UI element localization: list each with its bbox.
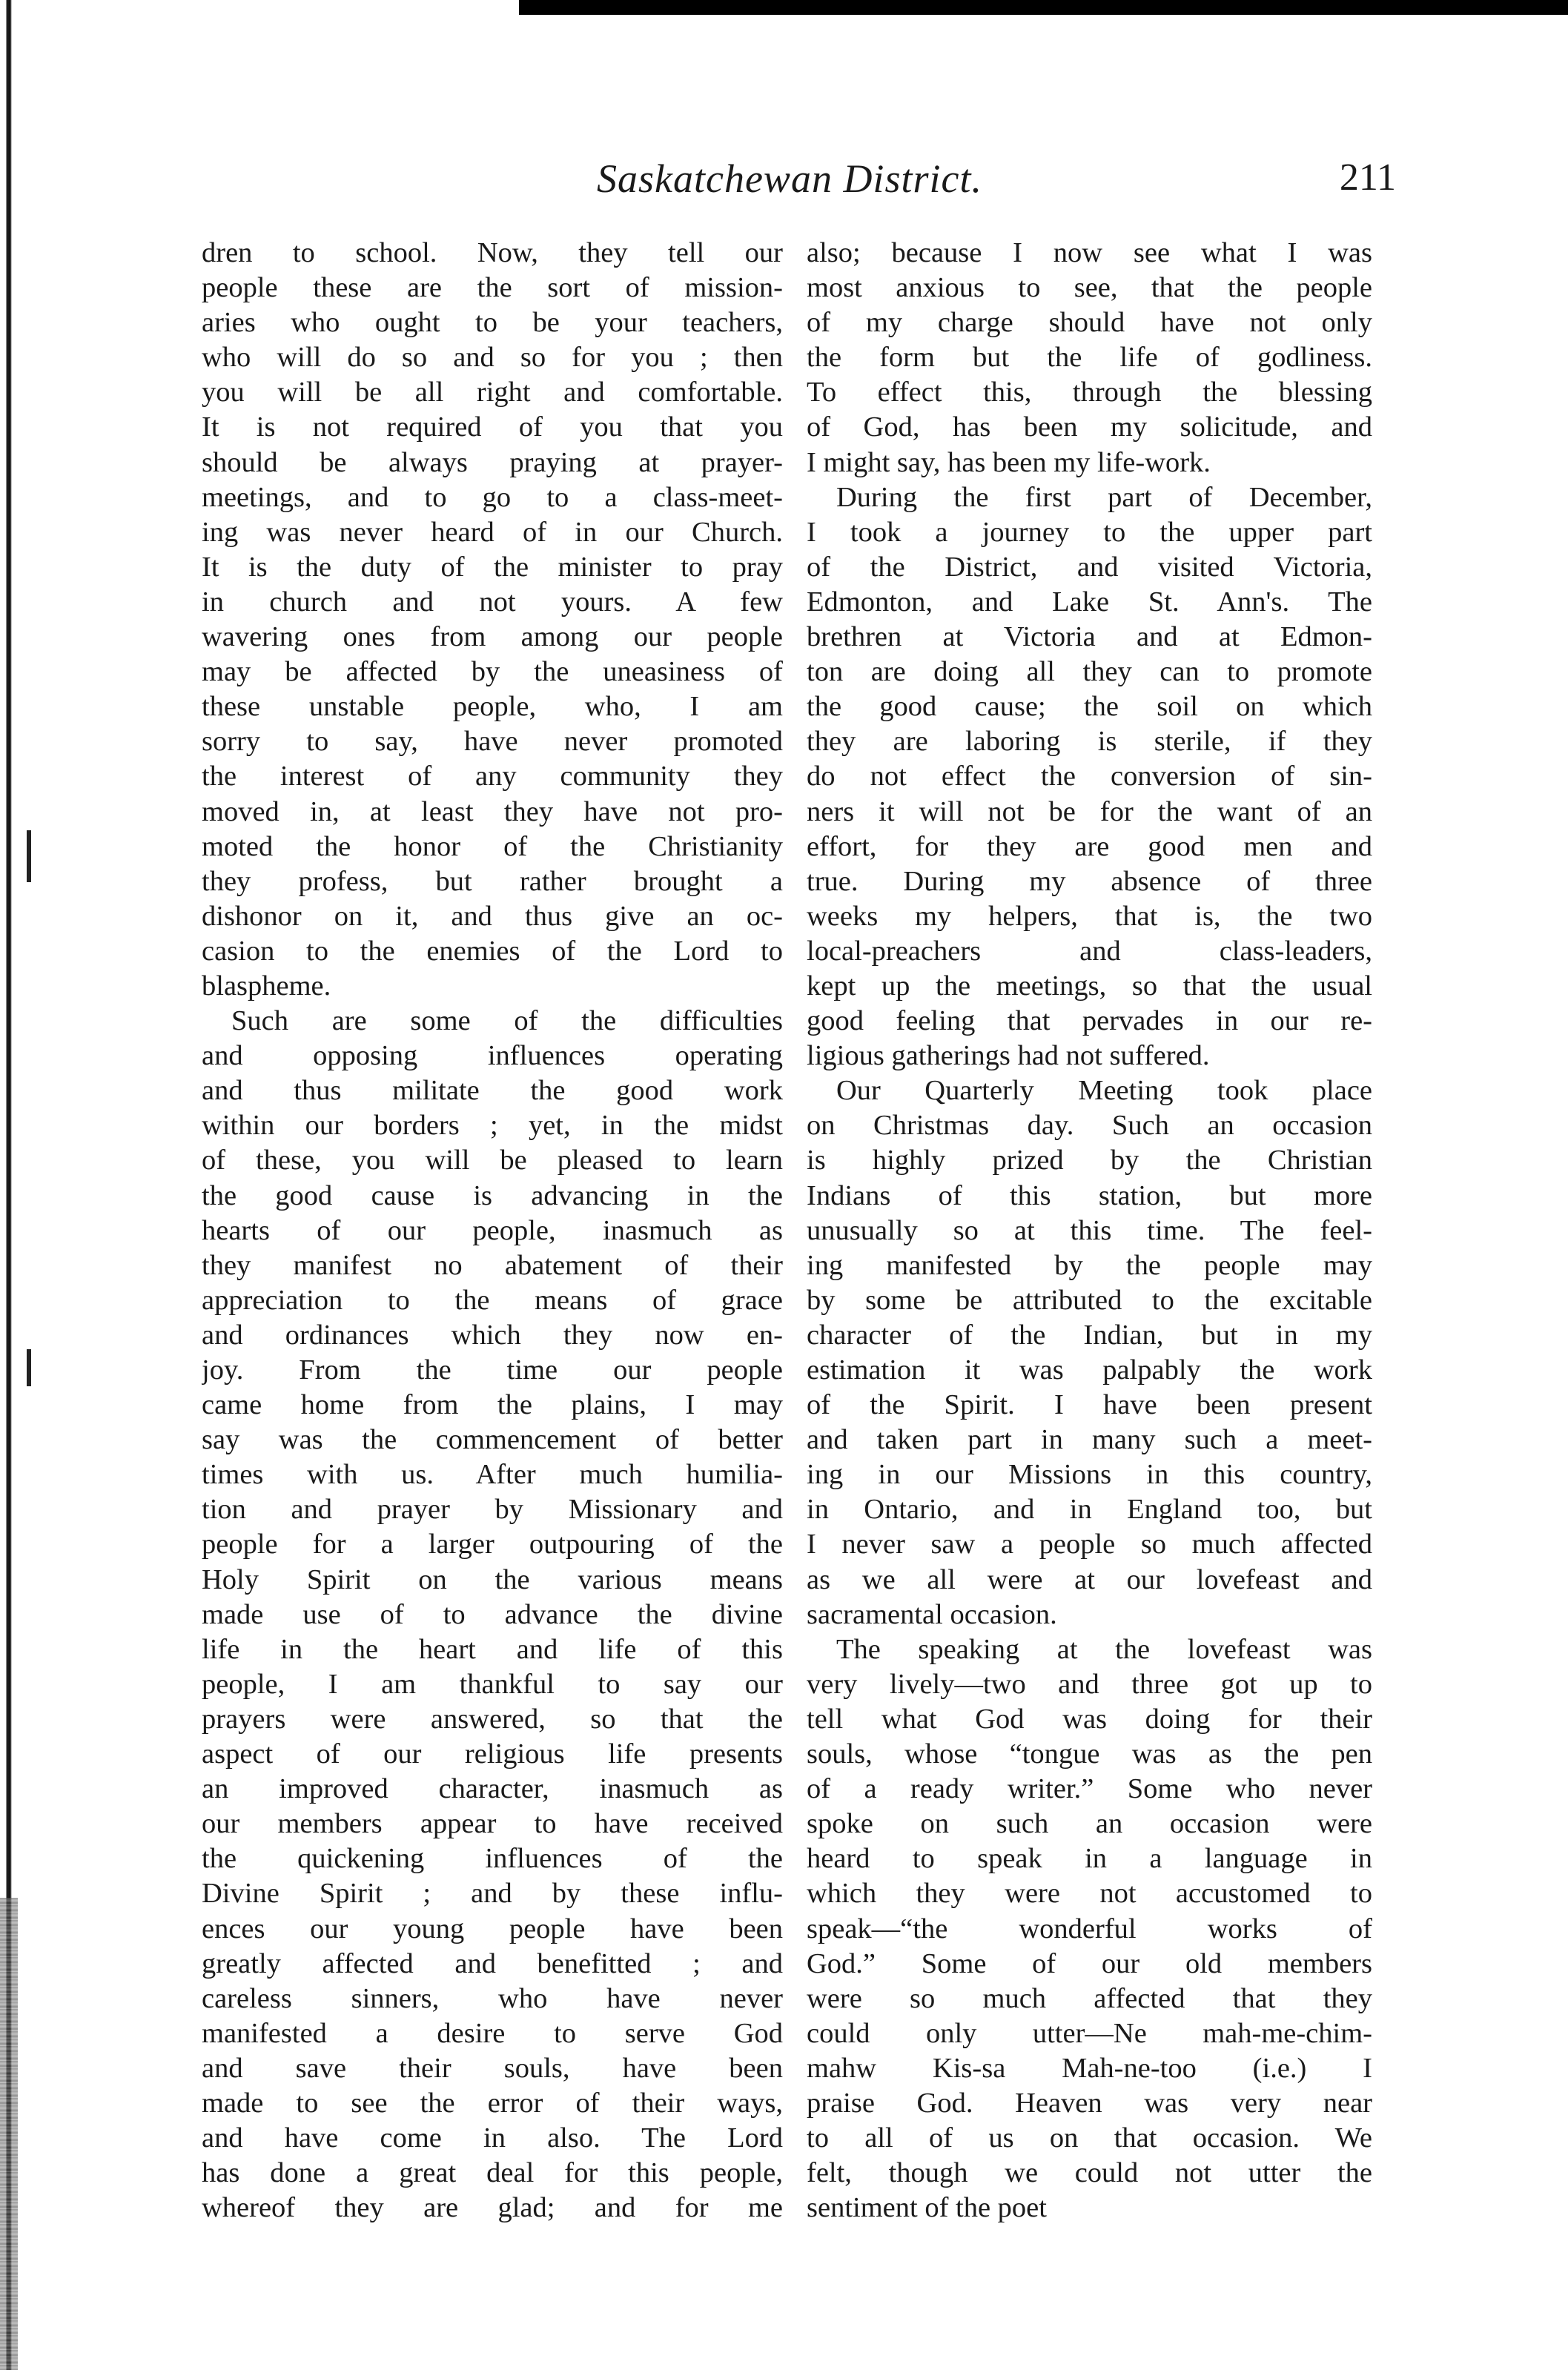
text-line: of a ready writer.” Some who never	[807, 1773, 1372, 1805]
text-line: ners it will not be for the want of an	[807, 795, 1372, 827]
text-line: It is not required of you that you	[202, 411, 783, 443]
text-line: of my charge should have not only	[807, 307, 1372, 339]
text-line: also; because I now see what I was	[807, 237, 1372, 268]
text-line: should be always praying at prayer-	[202, 446, 783, 478]
text-line: our members appear to have received	[202, 1808, 783, 1840]
text-line: sorry to say, have never promoted	[202, 726, 783, 758]
text-line: appreciation to the means of grace	[202, 1284, 783, 1316]
text-line: they are laboring is sterile, if they	[807, 726, 1372, 758]
text-line: Holy Spirit on the various means	[202, 1563, 783, 1595]
text-line: came home from the plains, I may	[202, 1389, 783, 1421]
text-line: tell what God was doing for their	[807, 1703, 1372, 1735]
text-line: very lively—two and three got up to	[807, 1668, 1372, 1700]
text-line: moved in, at least they have not pro-	[202, 795, 783, 827]
text-line: estimation it was palpably the work	[807, 1354, 1372, 1386]
text-line: heard to speak in a language in	[807, 1843, 1372, 1875]
text-line: most anxious to see, that the people	[807, 272, 1372, 304]
text-line: were so much affected that they	[807, 1982, 1372, 2014]
text-line: of these, you will be pleased to learn	[202, 1145, 783, 1176]
binding-edge	[0, 1898, 18, 2370]
text-line: ton are doing all they can to promote	[807, 656, 1372, 688]
text-line: manifested a desire to serve God	[202, 2017, 783, 2049]
text-line: could only utter—Ne mah-me-chim-	[807, 2017, 1372, 2049]
text-line: true. During my absence of three	[807, 865, 1372, 897]
text-line: I might say, has been my life-work.	[807, 446, 1211, 478]
text-line: spoke on such an occasion were	[807, 1808, 1372, 1840]
text-line: sentiment of the poet	[807, 2192, 1047, 2224]
text-line: During the first part of December,	[836, 481, 1372, 513]
text-line: Indians of this station, but more	[807, 1179, 1372, 1211]
text-line: brethren at Victoria and at Edmon-	[807, 621, 1372, 653]
text-line: weeks my helpers, that is, the two	[807, 900, 1372, 932]
text-line: say was the commencement of better	[202, 1424, 783, 1456]
text-line: and thus militate the good work	[202, 1075, 783, 1107]
text-line: joy. From the time our people	[202, 1354, 783, 1386]
text-line: wavering ones from among our people	[202, 621, 783, 653]
text-line: and have come in also. The Lord	[202, 2122, 783, 2154]
text-line: praise God. Heaven was very near	[807, 2087, 1372, 2119]
text-line: on Christmas day. Such an occasion	[807, 1110, 1372, 1142]
text-line: in church and not yours. A few	[202, 586, 783, 618]
text-line: kept up the meetings, so that the usual	[807, 970, 1372, 1002]
text-line: and ordinances which they now en-	[202, 1319, 783, 1351]
margin-mark	[27, 1349, 31, 1386]
text-line: is highly prized by the Christian	[807, 1145, 1372, 1176]
text-line: by some be attributed to the excitable	[807, 1284, 1372, 1316]
text-line: which they were not accustomed to	[807, 1878, 1372, 1910]
text-line: made to see the error of their ways,	[202, 2087, 783, 2119]
text-line: meetings, and to go to a class-meet-	[202, 481, 783, 513]
text-line: of the District, and visited Victoria,	[807, 551, 1372, 583]
text-line: ligious gatherings had not suffered.	[807, 1040, 1210, 1072]
text-line: prayers were answered, so that the	[202, 1703, 783, 1735]
text-line: as we all were at our lovefeast and	[807, 1563, 1372, 1595]
text-line: aspect of our religious life presents	[202, 1738, 783, 1770]
text-line: mahw Kis-sa Mah-ne-too (i.e.) I	[807, 2052, 1372, 2084]
text-line: the interest of any community they	[202, 761, 783, 792]
text-line: casion to the enemies of the Lord to	[202, 935, 783, 967]
text-line: effort, for they are good men and	[807, 830, 1372, 862]
text-line: felt, though we could not utter the	[807, 2157, 1372, 2189]
text-line: ences our young people have been	[202, 1913, 783, 1944]
text-line: aries who ought to be your teachers,	[202, 307, 783, 339]
text-line: life in the heart and life of this	[202, 1633, 783, 1665]
text-line: people these are the sort of mission-	[202, 272, 783, 304]
text-line: in Ontario, and in England too, but	[807, 1494, 1372, 1526]
text-line: Our Quarterly Meeting took place	[836, 1075, 1372, 1107]
left-text-column	[202, 236, 783, 2225]
text-line: the form but the life of godliness.	[807, 342, 1372, 374]
text-line: the quickening influences of the	[202, 1843, 783, 1875]
text-line: made use of to advance the divine	[202, 1598, 783, 1630]
text-line: an improved character, inasmuch as	[202, 1773, 783, 1805]
page-number: 211	[1339, 156, 1396, 199]
text-line: the good cause is advancing in the	[202, 1179, 783, 1211]
text-line: of God, has been my solicitude, and	[807, 411, 1372, 443]
text-line: and save their souls, have been	[202, 2052, 783, 2084]
text-line: the good cause; the soil on which	[807, 691, 1372, 723]
text-line: people, I am thankful to say our	[202, 1668, 783, 1700]
text-line: greatly affected and benefitted ; and	[202, 1947, 783, 1979]
text-line: of the Spirit. I have been present	[807, 1389, 1372, 1421]
text-line: who will do so and so for you ; then	[202, 342, 783, 374]
text-line: dishonor on it, and thus give an oc-	[202, 900, 783, 932]
text-line: you will be all right and comfortable.	[202, 377, 783, 408]
text-line: tion and prayer by Missionary and	[202, 1494, 783, 1526]
text-line: The speaking at the lovefeast was	[836, 1633, 1372, 1665]
top-rule	[519, 0, 1568, 15]
text-line: Edmonton, and Lake St. Ann's. The	[807, 586, 1372, 618]
text-line: they profess, but rather brought a	[202, 865, 783, 897]
text-line: souls, whose “tongue was as the pen	[807, 1738, 1372, 1770]
text-line: speak—“the wonderful works of	[807, 1913, 1372, 1944]
text-line: hearts of our people, inasmuch as	[202, 1214, 783, 1246]
text-line: ing was never heard of in our Church.	[202, 516, 783, 548]
text-line: they manifest no abatement of their	[202, 1249, 783, 1281]
text-line: I took a journey to the upper part	[807, 516, 1372, 548]
text-line: God.” Some of our old members	[807, 1947, 1372, 1979]
text-line: I never saw a people so much affected	[807, 1529, 1372, 1560]
margin-mark	[27, 830, 31, 882]
running-head: Saskatchewan District.	[597, 156, 982, 201]
text-line: To effect this, through the blessing	[807, 377, 1372, 408]
text-line: moted the honor of the Christianity	[202, 830, 783, 862]
text-line: sacramental occasion.	[807, 1598, 1057, 1630]
right-text-column	[807, 236, 1372, 2225]
text-line: may be affected by the uneasiness of	[202, 656, 783, 688]
text-line: people for a larger outpouring of the	[202, 1529, 783, 1560]
text-line: dren to school. Now, they tell our	[202, 237, 783, 268]
text-line: Such are some of the difficulties	[231, 1005, 783, 1037]
text-line: has done a great deal for this people,	[202, 2157, 783, 2189]
text-line: to all of us on that occasion. We	[807, 2122, 1372, 2154]
text-line: character of the Indian, but in my	[807, 1319, 1372, 1351]
text-line: Divine Spirit ; and by these influ-	[202, 1878, 783, 1910]
text-line: unusually so at this time. The feel-	[807, 1214, 1372, 1246]
text-line: do not effect the conversion of sin-	[807, 761, 1372, 792]
text-line: careless sinners, who have never	[202, 1982, 783, 2014]
text-line: and opposing influences operating	[202, 1040, 783, 1072]
text-line: local-preachers and class-leaders,	[807, 935, 1372, 967]
text-line: times with us. After much humilia-	[202, 1459, 783, 1491]
text-line: and taken part in many such a meet-	[807, 1424, 1372, 1456]
text-line: blaspheme.	[202, 970, 331, 1002]
text-line: ing in our Missions in this country,	[807, 1459, 1372, 1491]
text-line: within our borders ; yet, in the midst	[202, 1110, 783, 1142]
text-line: these unstable people, who, I am	[202, 691, 783, 723]
text-line: whereof they are glad; and for me	[202, 2192, 783, 2224]
text-line: ing manifested by the people may	[807, 1249, 1372, 1281]
text-line: It is the duty of the minister to pray	[202, 551, 783, 583]
text-line: good feeling that pervades in our re-	[807, 1005, 1372, 1037]
